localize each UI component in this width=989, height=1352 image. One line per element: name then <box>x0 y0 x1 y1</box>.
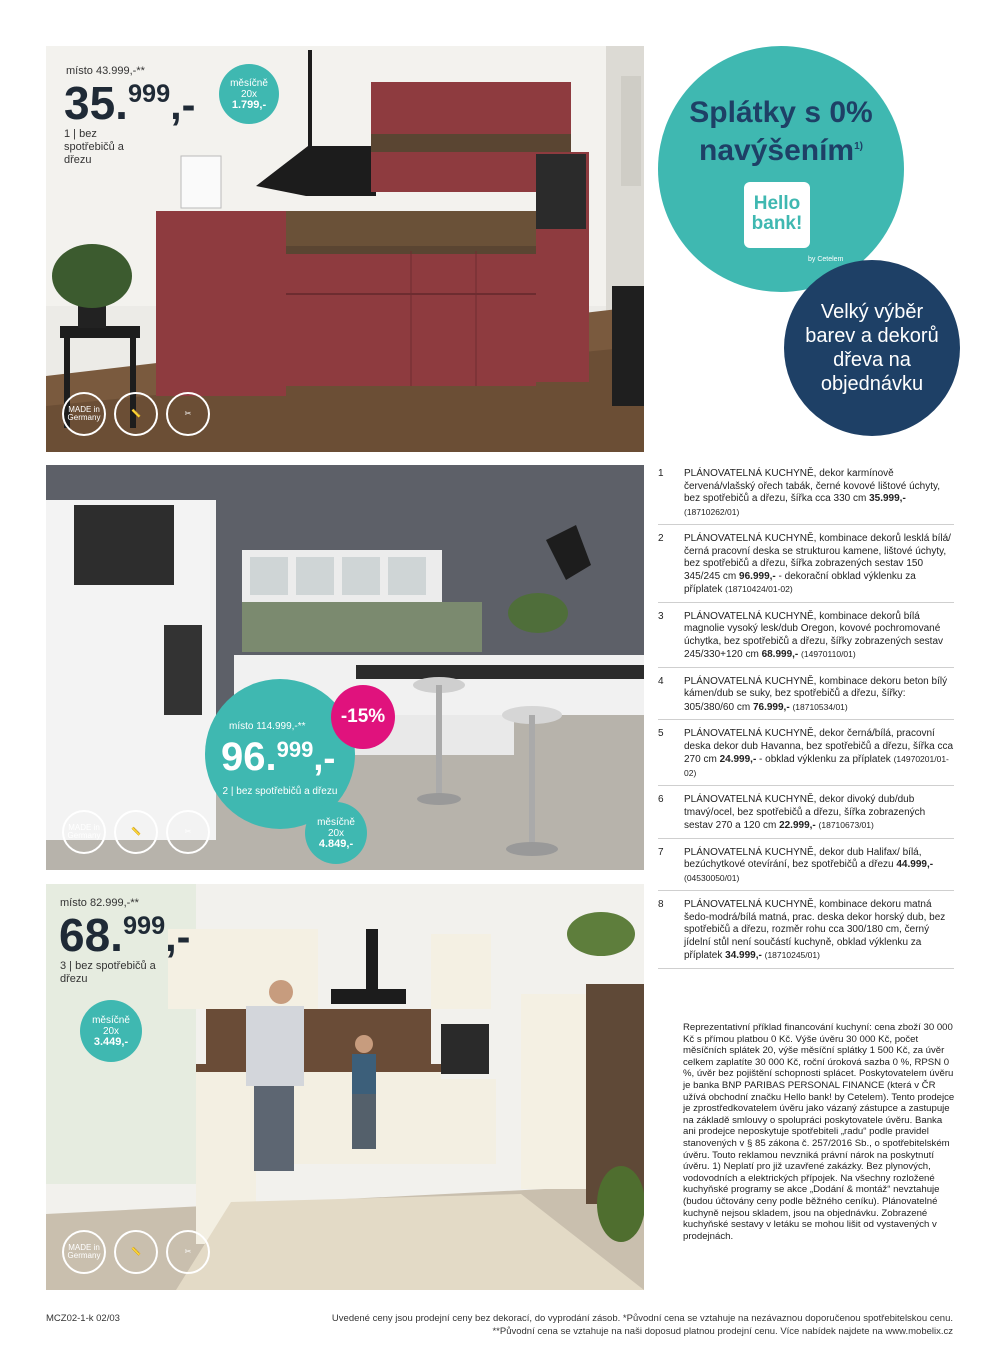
product-code: (18710262/01) <box>684 506 740 517</box>
product-number: 3 <box>658 610 664 622</box>
product-price: 44.999,- <box>896 859 934 870</box>
product-number: 4 <box>658 675 664 687</box>
tools-icon: ✂ <box>166 810 210 854</box>
product-text <box>684 847 954 886</box>
made-in-germany-icon: MADE in Germany <box>62 1230 106 1274</box>
product-price: 22.999,- <box>779 820 816 831</box>
product-description-item <box>658 845 954 892</box>
product-code: (14970201/01-02) <box>684 754 949 778</box>
product-code: (14970110/01) <box>801 649 856 659</box>
choice-circle: Velký výběr barev a dekorů dřeva na objednávku <box>784 260 960 436</box>
offer3-monthly-badge: měsíčně 20x 3.449,- <box>80 1000 142 1062</box>
product-number: 1 <box>658 468 664 479</box>
offer2-original-price: místo 114.999,-** <box>229 721 306 732</box>
product-number: 8 <box>658 899 664 910</box>
product-description-item <box>658 726 954 786</box>
product-text <box>684 676 954 715</box>
product-description: PLÁNOVATELNÁ KUCHYNĚ, dekor divoký dub/dub tmavý/ocel, bez spotřebičů a dřezu, šířka zobrazených sestav 270 a 120 cm <box>684 794 926 831</box>
tools-icon: ✂ <box>166 1230 210 1274</box>
product-description-list <box>658 466 954 975</box>
measure-icon: 📏 <box>114 810 158 854</box>
offer2-discount-badge: -15% <box>331 685 395 749</box>
measure-icon: 📏 <box>114 392 158 436</box>
product-text: PLÁNOVATELNÁ KUCHYNĚ, dekor černá/bílá, pracovní deska dekor dub Havanna, bez spotřebičů a dřezu, šířka cca 270 cm 24.999,- - obklad výklenku za příplatek (14970201/01-02) <box>684 728 954 778</box>
offer2-monthly-badge: měsíčně 20x 4.849,- <box>305 802 367 864</box>
promo-circle <box>658 46 904 292</box>
hello-bank-sub: by Cetelem <box>808 256 844 263</box>
product-code: (18710534/01) <box>792 701 848 712</box>
product-text: PLÁNOVATELNÁ KUCHYNĚ, kombinace dekorů lesklá bílá/černá pracovní deska se strukturou kamene, lištové úchyty, bez spotřebičů a dřezu, šířka zobrazených sestav 150 345/245 cm 96.999,- - dekorační obklad výklenku za příplatek (18710424/01-02) <box>684 533 951 595</box>
product-description: PLÁNOVATELNÁ KUCHYNĚ, kombinace dekoru matná šedo-modrá/bílá matná, prac. deska dekor horský dub, bez spotřebičů a dřezu, rozměr rohu cca 300/180 cm, černý jídelní stůl není součástí kuchyně, obklad výklenku za příplatek <box>684 899 946 961</box>
product-text <box>684 794 954 833</box>
product-price: 24.999,- <box>719 754 757 765</box>
finance-disclaimer: Reprezentativní příklad financování kuchyní: cena zboží 30 000 Kč s přímou platbou 0 Kč. Výše úvěru 30 000 Kč, počet měsíčních splátek 20, výše měsíční splátky 1 500 Kč, za úvěr celkem zaplatíte 30 000 Kč, roční úroková sazba 0 %, RPSN 0 %, úvěr bez pojištění schopnosti splácet. Poskytovatelem úvěru je banka BNP PARIBAS PERSONAL FINANCE (která v ČR užívá obchodní značku Hello bank! by Cetelem). Tento prodejce je zprostředkovatelem úvěru jako vázaný zástupce a zastupuje na základě smlouvy o spolupráci poskytovatele úvěru. Banka ani prodejce neposkytuje spotřebiteli „radu“ podle pravidel stanovených v § 85 zákona č. 257/2016 Sb., o spotřebitelském úvěru. Touto reklamou nevzniká právní nárok na poskytnutí úvěru. 1) Neplatí pro již uzavřené zakázky. Bez plynových, vodovodních a elektrických přípojek. Na všechny rozložené kuchyňské programy se akce „Dodání & montáž“ nevztahuje (budou účtovány ceny podle běžného ceníku). Plánovatelné kuchyně nejsou skladem, jsou na objednávku. Zobrazené kuchyňské sestavy v letáku se mohou lišit od vystavených v prodejnách. <box>683 1022 955 1242</box>
product-description: PLÁNOVATELNÁ KUCHYNĚ, dekor dub Halifax/ bílá, bezúchytkové otevírání, bez spotřebičů a dřezu <box>684 846 922 870</box>
product-description-item <box>658 609 954 668</box>
product-code: (18710424/01-02) <box>725 584 793 594</box>
product-extra: dekorační obklad výklenku za příplatek <box>684 570 916 595</box>
product-description-item <box>658 531 954 603</box>
product-description: PLÁNOVATELNÁ KUCHYNĚ, kombinace dekorů lesklá bílá/černá pracovní deska se strukturou kamene, lištové úchyty, bez spotřebičů a dřezu, šířka zobrazených sestav 150 345/245 cm <box>684 533 951 582</box>
product-description: PLÁNOVATELNÁ KUCHYNĚ, kombinace dekorů bílá magnolie vysoký lesk/dub Oregon, kovové pochromované úchytka, bez spotřebičů a dřezu, šířky zobrazených sestav 245/330+120 cm <box>684 610 944 660</box>
promo-title: Splátky s 0% navýšením$^{1)}$ <box>689 96 873 167</box>
offer1-original-price: místo 43.999,-** <box>66 65 145 77</box>
product-description: PLÁNOVATELNÁ KUCHYNĚ, kombinace dekoru beton bílý kámen/dub se suky, bez spotřebičů a dřezu, šířky: 305/380/60 cm <box>684 675 948 713</box>
offer1-price: 35.$^{999}$,- <box>64 77 196 129</box>
hello-bank-logo: Hello bank! <box>744 182 810 248</box>
product-number: 6 <box>658 794 664 805</box>
offer2-note: 2 | bez spotřebičů a dřezu <box>222 786 338 797</box>
footer-line2: **Původní cena se vztahuje na naši doposud platnou prodejní cenu. Více nabídek najdete na www.mobelix.cz <box>492 1326 953 1337</box>
product-description-item <box>658 674 954 721</box>
product-description: PLÁNOVATELNÁ KUCHYNĚ, dekor černá/bílá, pracovní deska dekor dub Havanna, bez spotřebičů a dřezu, šířka cca 270 cm <box>684 728 954 765</box>
product-price: 76.999,- <box>752 701 790 713</box>
product-description-item <box>658 897 954 969</box>
offer2-price: 96.$^{999}$,- <box>221 735 336 779</box>
product-number: 5 <box>658 728 664 739</box>
product-description: PLÁNOVATELNÁ KUCHYNĚ, dekor karmínově červená/vlašský ořech tabák, černé kovové lištové úchyty, bez spotřebičů a dřezu, šířka cca 330 cm <box>684 468 941 504</box>
product-price: 35.999,- <box>869 493 906 504</box>
product-code: (04530050/01) <box>684 872 740 883</box>
product-description-item <box>658 466 954 525</box>
product-code: (18710245/01) <box>764 950 820 960</box>
product-price: 96.999,- <box>739 570 776 582</box>
product-price: 34.999,- <box>725 950 762 961</box>
offer3-note: 3 | bez spotřebičů a dřezu <box>60 960 156 985</box>
footer-line1: Uvedené ceny jsou prodejní ceny bez dekorací, do vyprodání zásob. *Původní cena se vztahuje na nezávaznou doporučenou spotřebitelskou cenu. <box>331 1313 953 1324</box>
product-number: 2 <box>658 533 664 544</box>
product-text <box>684 611 954 662</box>
product-text <box>684 899 954 963</box>
tools-icon: ✂ <box>166 392 210 436</box>
offer1-note: 1 | bez spotřebičů a dřezu <box>64 128 124 166</box>
product-description-item <box>658 792 954 839</box>
product-code: (18710673/01) <box>818 820 874 830</box>
made-in-germany-icon: MADE in Germany <box>62 392 106 436</box>
measure-icon: 📏 <box>114 1230 158 1274</box>
footer-code: MCZ02-1-k 02/03 <box>46 1313 120 1324</box>
product-text <box>684 468 954 519</box>
offer3-price: 68.$^{999}$,- <box>59 909 191 961</box>
product-number: 7 <box>658 846 664 858</box>
product-extra: obklad výklenku za příplatek <box>765 754 891 765</box>
offer1-monthly-badge: měsíčně 20x 1.799,- <box>219 64 279 124</box>
product-price: 68.999,- <box>761 649 799 660</box>
offer3-original-price: místo 82.999,-** <box>60 897 139 909</box>
made-in-germany-icon: MADE in Germany <box>62 810 106 854</box>
